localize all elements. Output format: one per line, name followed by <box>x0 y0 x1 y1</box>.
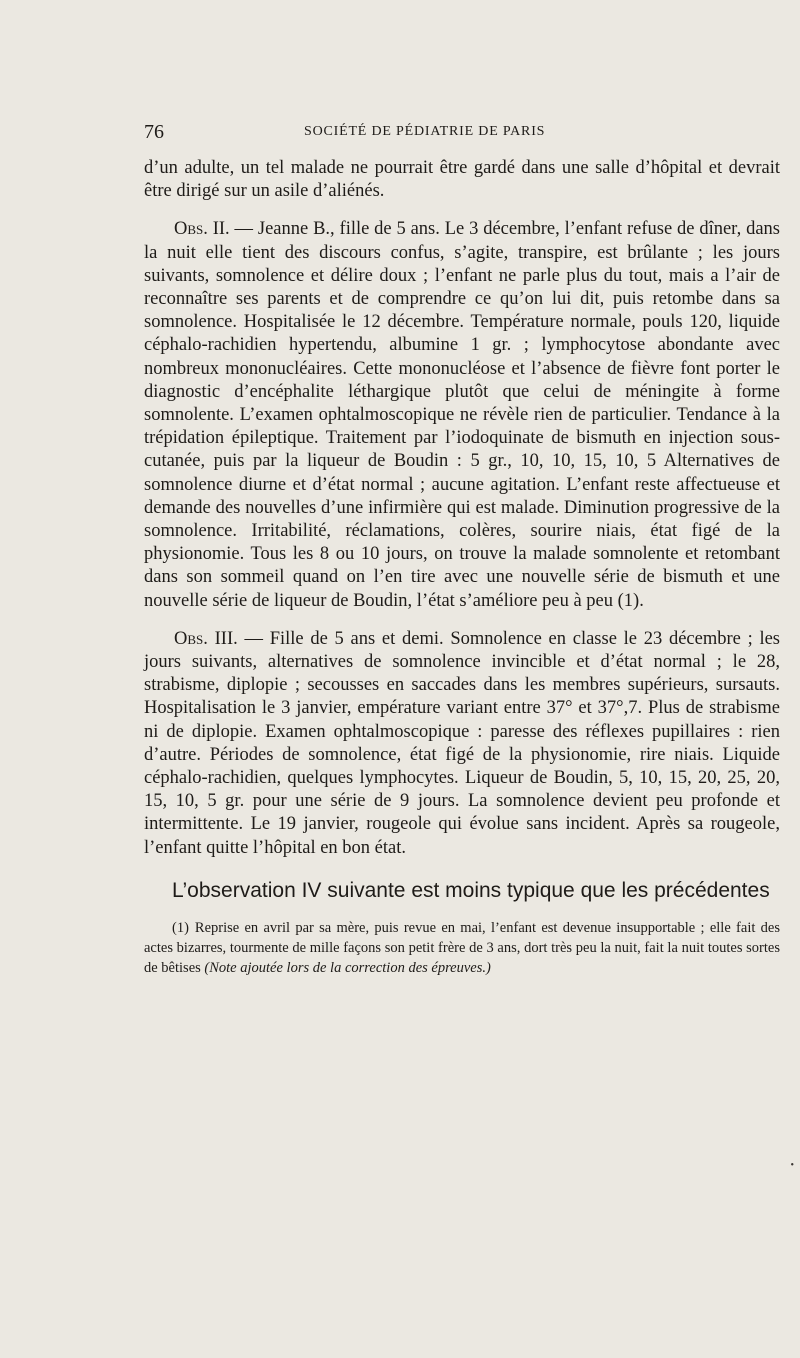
paragraph-opening: d’un adulte, un tel malade ne pourrait être gardé dans une salle d’hôpital et devrait être dirigé sur un asile d’aliénés. <box>144 158 780 202</box>
margin-mark: • <box>790 1160 794 1171</box>
section-subheading: L’observation IV suivante est moins typique que les précédentes <box>172 878 770 902</box>
observation-2-text: — Jeanne B., fille de 5 ans. Le 3 décembre, l’enfant refuse de dîner, dans la nuit elle tient des discours confus, s’agite, transpire, est brûlante ; les jours suivants, somnolence et délire doux ; l’enfant ne parle plus du tout, mais a l’air de reconnaître ses parents et de comprendre ce qu’on lui dit, puis retombe dans sa somnolence. Hospitalisée le 12 décembre. Température normale, pouls 120, liquide céphalo-rachidien hypertendu, albumine 1 gr. ; lymphocytose abondante avec nombreux mononucléaires. Cette mononucléose et l’absence de fièvre font porter le diagnostic d’encéphalite léthargique plutôt que celui de méningite à forme somnolente. L’examen ophtalmoscopique ne révèle rien de particulier. Tendance à la trépidation épileptique. Traitement par l’iodoquinate de bismuth en injection sous-cutanée, puis par la liqueur de Boudin : 5 gr., 10, 10, 15, 10, 5 Alternatives de somnolence diurne et d’état normal ; aucune agitation. L’enfant reste affectueuse et demande des nouvelles d’une infirmière qui est malade. Diminution progressive de la somnolence. Irritabilité, réclamations, colères, sourire niais, état figé de la physionomie. Tous les 8 ou 10 jours, on trouve la malade somnolente et retombant dans son sommeil quand on l’en tire avec une nouvelle série de bismuth et une nouvelle série de liqueur de Boudin, l’état s’améliore peu à peu (1). <box>144 219 780 611</box>
body-text <box>144 157 780 978</box>
running-head: SOCIÉTÉ DE PÉDIATRIE DE PARIS <box>304 124 546 139</box>
footnote-ref: (1) <box>172 919 189 936</box>
page-number: 76 <box>144 121 164 143</box>
page-header <box>144 120 780 144</box>
paragraph-observation-2 <box>144 218 780 612</box>
footnote <box>144 918 780 978</box>
observation-3-label: Obs. III. <box>174 628 238 649</box>
footnote-editor-note: (Note ajoutée lors de la correction des épreuves.) <box>204 959 491 976</box>
paragraph-observation-3 <box>144 628 780 860</box>
observation-3-text: — Fille de 5 ans et demi. Somnolence en classe le 23 décembre ; les jours suivants, alternatives de somnolence invincible et d’état normal ; le 28, strabisme, diplopie ; secousses en saccades dans les membres supérieurs, sursauts. Hospitalisation le 3 janvier, empérature variant entre 37° et 37°,7. Plus de strabisme ni de diplopie. Examen ophtalmoscopique : paresse des réflexes pupillaires : rien d’autre. Périodes de somnolence, état figé de la physionomie, rire niais. Liquide céphalo-rachidien, quelques lymphocytes. Liqueur de Boudin, 5, 10, 15, 20, 25, 20, 15, 10, 5 gr. pour une série de 9 jours. La somnolence devient peu profonde et intermittente. Le 19 janvier, rougeole qui évolue sans incident. Après sa rougeole, l’enfant quitte l’hôpital en bon état. <box>144 628 781 858</box>
footnote-text: Reprise en avril par sa mère, puis revue en mai, l’enfant est devenue insupportable ; elle fait des actes bizarres, tourmente de mille façons son petit frère de 3 ans, dort très peu la nuit, fait la nuit toutes sortes de bêtises <box>144 919 780 976</box>
observation-2-label: Obs. II. <box>174 219 230 240</box>
